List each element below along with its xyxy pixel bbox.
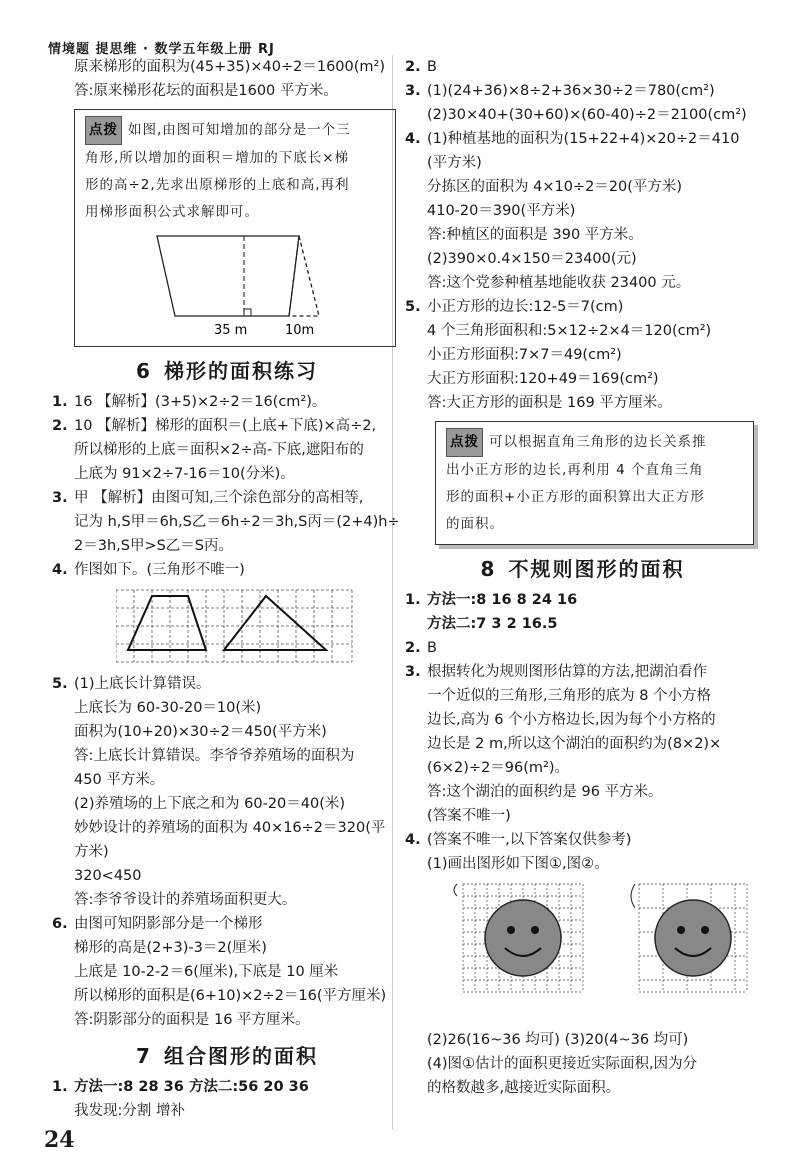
answer-line: 所以梯形的面积是(6+10)×2÷2＝16(平方厘米) (74, 988, 387, 1004)
answer-line: 所以梯形的上底＝面积×2÷高-下底,遮阳布的 (74, 442, 364, 458)
section-title-8: 8 不规则图形的面积 (480, 557, 685, 581)
answer-line: 5. 小正方形的边长:12-5＝7(cm) (405, 299, 624, 315)
answer-line: 大正方形面积:120+49＝169(cm²) (427, 371, 659, 387)
answer-line: 4 个三角形面积和:5×12÷2×4＝120(cm²) (427, 323, 712, 339)
grid-drawing (116, 586, 356, 666)
tip-line: 点拨 如图,由图可知增加的部分是一个三 (85, 116, 385, 145)
brace-2 (631, 884, 635, 908)
answer-line: 上底是 10-2-2＝6(厘米),下底是 10 厘米 (74, 964, 339, 980)
smiley-face-1 (485, 900, 561, 976)
answer-line: 410-20＝390(平方米) (427, 203, 576, 219)
tip-line: 的面积。 (446, 516, 504, 532)
answer-line: 1. 16 【解析】(3+5)×2÷2＝16(cm²)。 (52, 394, 327, 410)
drawn-trapezoid (128, 596, 206, 650)
tip-box-trapezoid (74, 109, 396, 347)
grid-lines (116, 590, 352, 662)
answer-line: 2＝3h,S甲>S乙＝S丙。 (74, 538, 234, 554)
answer-line: 4. (答案不唯一,以下答案仅供参考) (405, 832, 632, 848)
answer-line: 分拣区的面积为 4×10÷2＝20(平方米) (427, 179, 683, 195)
answer-line: (2)30×40+(30+60)×(60-40)÷2＝2100(cm²) (427, 107, 747, 123)
intro-line: 原来梯形的面积为(45+35)×40÷2＝1600(m²) (74, 59, 385, 75)
tip-line: 形的高÷2,先求出原梯形的上底和高,再利 (85, 177, 350, 193)
drawn-triangle (224, 596, 326, 650)
answer-line: 答:大正方形的面积是 169 平方厘米。 (427, 395, 672, 411)
answer-line: 的格数越多,越接近实际面积。 (427, 1080, 621, 1096)
tip-badge: 点拨 (446, 428, 483, 457)
answer-line: 2. B (405, 640, 437, 656)
answer-line: 320<450 (74, 868, 142, 884)
answer-line: 答:李爷爷设计的养殖场面积更大。 (74, 892, 297, 908)
answer-line: 6. 由图可知阴影部分是一个梯形 (52, 916, 263, 932)
tip-line: 用梯形面积公式求解即可。 (85, 204, 259, 220)
answer-line: 3. (1)(24+36)×8÷2+36×30÷2＝780(cm²) (405, 83, 715, 99)
tip-box-square (435, 421, 754, 545)
section-title-6: 6 梯形的面积练习 (136, 359, 318, 383)
answer-line: 2. B (405, 59, 437, 75)
answer-line: 边长是 2 m,所以这个湖泊的面积约为(8×2)× (427, 736, 722, 752)
tip-badge: 点拨 (85, 116, 122, 145)
answer-line: 答:种植区的面积是 390 平方米。 (427, 227, 643, 243)
answer-line: 2. 10 【解析】梯形的面积＝(上底+下底)×高÷2, (52, 418, 377, 434)
bottom-label-a: 35 m (214, 323, 248, 336)
answer-line: 上底为 91×2÷7-16＝10(分米)。 (74, 466, 295, 482)
answer-line: 4. (1)种植基地的面积为(15+22+4)×20÷2＝410 (405, 131, 740, 147)
answer-line: (2)26(16~36 均可) (3)20(4~36 均可) (427, 1032, 689, 1048)
tip-line: 点拨 可以根据直角三角形的边长关系推 (446, 428, 743, 457)
answer-line: 4. 作图如下。(三角形不唯一) (52, 562, 245, 578)
answer-line: 1. 方法一:8 16 8 24 16 (405, 592, 578, 608)
answer-line: (6×2)÷2＝96(m²)。 (427, 760, 569, 776)
smiley-eye-right-1 (531, 926, 539, 934)
smiley-eye-right-2 (701, 926, 709, 934)
answer-line: 答:这个湖泊的面积约是 96 平方米。 (427, 784, 663, 800)
answer-line: 上底长为 60-30-20＝10(米) (74, 700, 262, 716)
answer-line: 我发现:分割 增补 (74, 1103, 185, 1119)
answer-line: 450 平方米。 (74, 772, 165, 788)
left-column (52, 55, 402, 1123)
answer-line: 边长,高为 6 个小方格边长,因为每个小方格的 (427, 712, 716, 728)
answer-line: 方米) (74, 844, 109, 860)
smiley-eye-left-1 (507, 926, 515, 934)
page-header: 情境题 提思维 · 数学五年级上册 RJ (48, 42, 275, 57)
page-number: 24 (44, 1127, 75, 1153)
answer-line: 3. 根据转化为规则图形估算的方法,把湖泊看作 (405, 664, 708, 680)
right-angle-mark (244, 309, 251, 316)
answer-line: 答:这个党参种植基地能收获 23400 元。 (427, 275, 691, 291)
answer-line: 1. 方法一:8 28 36 方法二:56 20 36 (52, 1079, 309, 1095)
right-column (405, 55, 760, 1100)
trapezoid-shape (157, 236, 299, 316)
answer-line: 3. 甲 【解析】由图可知,三个涂色部分的高相等, (52, 490, 364, 506)
answer-line: (4)图①估计的面积更接近实际面积,因为分 (427, 1056, 698, 1072)
answer-line: 小正方形面积:7×7＝49(cm²) (427, 347, 622, 363)
answer-line: 梯形的高是(2+3)-3＝2(厘米) (74, 940, 267, 956)
smiley-figures (405, 878, 760, 1028)
answer-line: 方法二:7 3 2 16.5 (427, 616, 558, 632)
smiley-eye-left-2 (677, 926, 685, 934)
answer-line: (1)画出图形如下图①,图②。 (427, 856, 609, 872)
answer-line: 一个近似的三角形,三角形的底为 8 个小方格 (427, 688, 712, 704)
answer-line: (答案不唯一) (427, 808, 511, 824)
answer-line: 妙妙设计的养殖场的面积为 40×16÷2＝320(平 (74, 820, 386, 836)
section-title-7: 7 组合图形的面积 (136, 1044, 318, 1068)
tip-line: 角形,所以增加的面积＝增加的下底长×梯 (85, 150, 350, 166)
tip-line: 出小正方形的边长,再利用 4 个直角三角 (446, 462, 704, 478)
bottom-label-b: 10m (285, 323, 315, 336)
smiley-face-2 (655, 900, 731, 976)
trapezoid-figure (79, 228, 399, 336)
answer-line: 面积为(10+20)×30÷2＝450(平方米) (74, 724, 327, 740)
answer-line: (2)养殖场的上下底之和为 60-20＝40(米) (74, 796, 346, 812)
answer-line: (平方米) (427, 155, 482, 171)
brace-1 (454, 884, 457, 896)
answer-line: (2)390×0.4×150＝23400(元) (427, 251, 637, 267)
tip-line: 形的面积+小正方形的面积算出大正方形 (446, 489, 705, 505)
answer-line: 答:阴影部分的面积是 16 平方厘米。 (74, 1012, 310, 1028)
intro-line: 答:原来梯形花坛的面积是1600 平方米。 (74, 83, 338, 99)
answer-line: 答:上底长计算错误。李爷爷养殖场的面积为 (74, 748, 355, 764)
answer-line: 5. (1)上底长计算错误。 (52, 676, 211, 692)
answer-line: 记为 h,S甲＝6h,S乙＝6h÷2＝3h,S丙＝(2+4)h÷ (74, 514, 400, 530)
